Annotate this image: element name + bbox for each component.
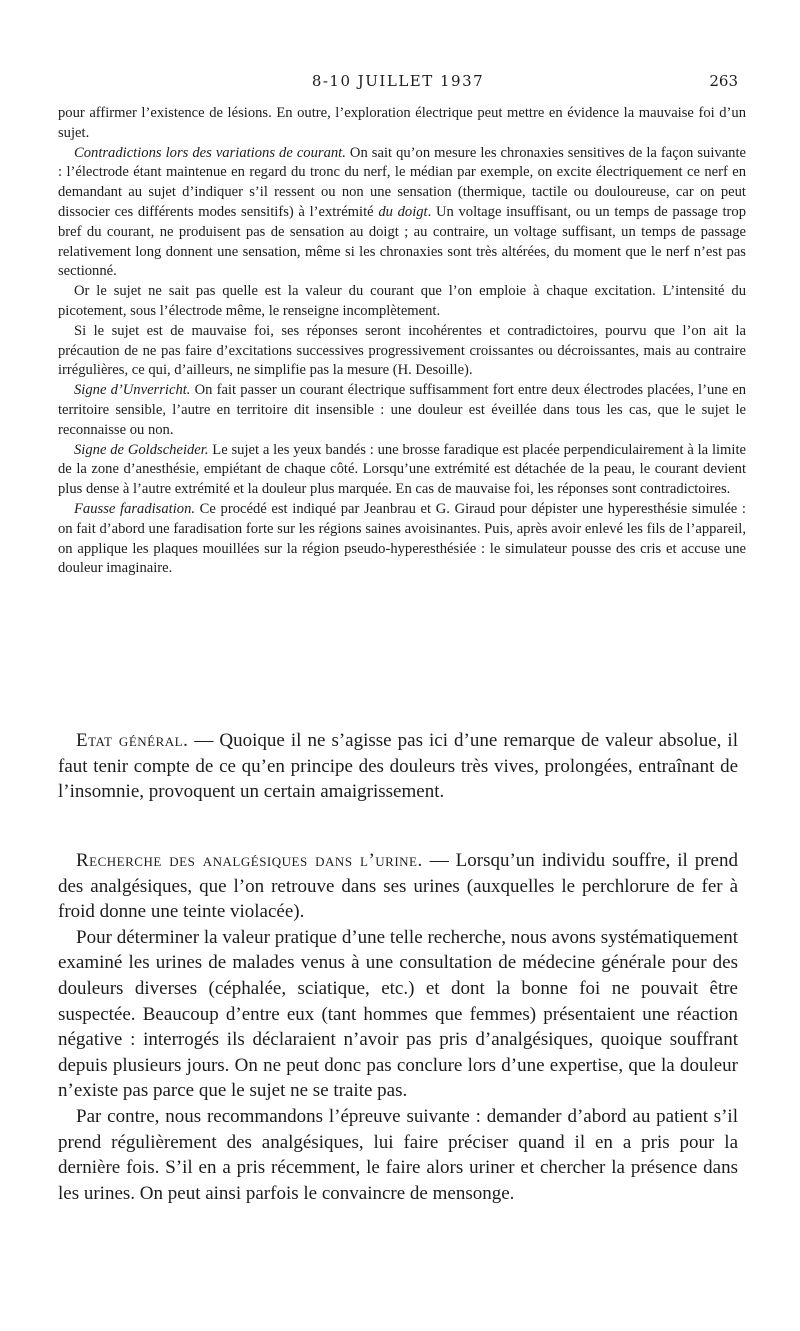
etat-general-section — [58, 728, 738, 805]
paragraph-unverricht: Signe d’Unverricht. On fait passer un courant électrique suffisamment fort entre deux électrodes placées, l’une en territoire sensible, l’autre en territoire dit insensible : une douleur est éveillée dans tous les cas, que le sujet le reconnaisse ou non. — [58, 382, 746, 438]
paragraph-recherche: Recherche des analgésiques dans l’urine. — Lorsqu’un individu souffre, il prend des analgésiques, que l’on retrouve dans ses urines (auxquelles le perchlorure de fer à froid donne une teinte violacée). — [58, 850, 738, 923]
page-number: 263 — [709, 72, 738, 90]
paragraph-title: Signe d’Unverricht. — [74, 382, 191, 399]
paragraph-valeur-pratique: Pour déterminer la valeur pratique d’une telle recherche, nous avons systématiquement examiné les urines de malades venus à une consultation de médecine générale pour des douleurs diverses (céphalée, sciatique, etc.) et dont la bonne foi ne pouvait être suspectée. Beaucoup d’entre eux (tant hommes que femmes) présentaient une réaction négative : interrogés ils déclaraient n’avoir pas pris d’analgésiques, quoique souffrant depuis plusieurs jours. On ne peut donc pas conclure lors d’une expertise, que la douleur n’existe pas parce que le sujet ne se traite pas. — [58, 926, 738, 1102]
paragraph-epreuve: Par contre, nous recommandons l’épreuve suivante : demander d’abord au patient s’il prend régulièrement des analgésiques, lui faire préciser quand il en a pris pour la dernière fois. S’il en a pris récemment, le faire alors uriner et chercher la présence dans les urines. On peut ainsi parfois le convaincre de mensonge. — [58, 1105, 738, 1204]
small-print-section — [58, 104, 746, 579]
paragraph-title: Contradictions lors des variations de courant. — [74, 144, 346, 161]
paragraph-contradictions: Contradictions lors des variations de courant. On sait qu’on mesure les chronaxies sensitives de la façon suivante : l’électrode étant maintenue en regard du tronc du nerf, le médian par exemple, on excite électriquement ce nerf en demandant au sujet d’indiquer s’il ressent ou non une sensation (thermique, tactile ou douloureuse, car on peut dissocier ces différents modes sensitifs) à l’extrémité du doigt. Un voltage insuffisant, ou un temps de passage trop bref du courant, ne produisent pas de sensation au doigt ; au contraire, un voltage suffisant, un temps de passage relativement long donnent une sensation, même si les chronaxies sont très altérées, du moment que le nerf n’est pas sectionné. — [58, 144, 747, 280]
paragraph-goldscheider: Signe de Goldscheider. Le sujet a les yeux bandés : une brosse faradique est placée perpendiculairement à la limite de la zone d’anesthésie, empiétant de chaque côté. Lorsqu’une extrémité est détachée de la peau, le courant devient plus dense à l’autre extrémité et la douleur plus marquée. En cas de mauvaise foi, les réponses sont contradictoires. — [58, 441, 746, 498]
paragraph-bad-faith: Si le sujet est de mauvaise foi, ses réponses seront incohérentes et contradictoires, pourvu que l’on ait la précaution de ne pas faire d’excitations successives progressivement croissantes ou décroissantes, mais au contraire irrégulières, ce qui, d’ailleurs, ne simplifie pas la mesure (H. Desoille). — [58, 322, 746, 379]
running-header — [58, 72, 738, 96]
paragraph-fausse-faradisation: Fausse faradisation. Ce procédé est indiqué par Jeanbrau et G. Giraud pour dépister une hyperesthésie simulée : on fait d’abord une faradisation forte sur les régions saines avoisinantes. Puis, après avoir enlevé les fils de l’appareil, on applique les plaques mouillées sur la région pseudo-hyperesthésiée : le simulateur pousse des cris et accuse une douleur imaginaire. — [58, 500, 746, 577]
paragraph-title: Signe de Goldscheider. — [74, 441, 209, 458]
header-date: 8-10 JUILLET 1937 — [311, 72, 485, 90]
paragraph-current-value: Or le sujet ne sait pas quelle est la valeur du courant que l’on emploie à chaque excitation. L’intensité du picotement, sous l’électrode même, le renseigne incomplètement. — [58, 283, 746, 319]
paragraph-title: Fausse faradisation. — [74, 500, 196, 517]
paragraph-etat-general: Etat général. — Quoique il ne s’agisse pas ici d’une remarque de valeur absolue, il faut tenir compte de ce qu’en principe des douleurs très vives, prolongées, entraînant de l’insomnie, provoquent un certain amaigrissement. — [58, 730, 738, 803]
paragraph-intro: pour affirmer l’existence de lésions. En outre, l’exploration électrique peut mettre en évidence la mauvaise foi d’un sujet. — [58, 105, 746, 141]
section-heading: Recherche des analgésiques dans l’urine. — [76, 850, 423, 871]
section-heading: Etat général. — [76, 730, 189, 751]
recherche-section — [58, 848, 738, 1206]
